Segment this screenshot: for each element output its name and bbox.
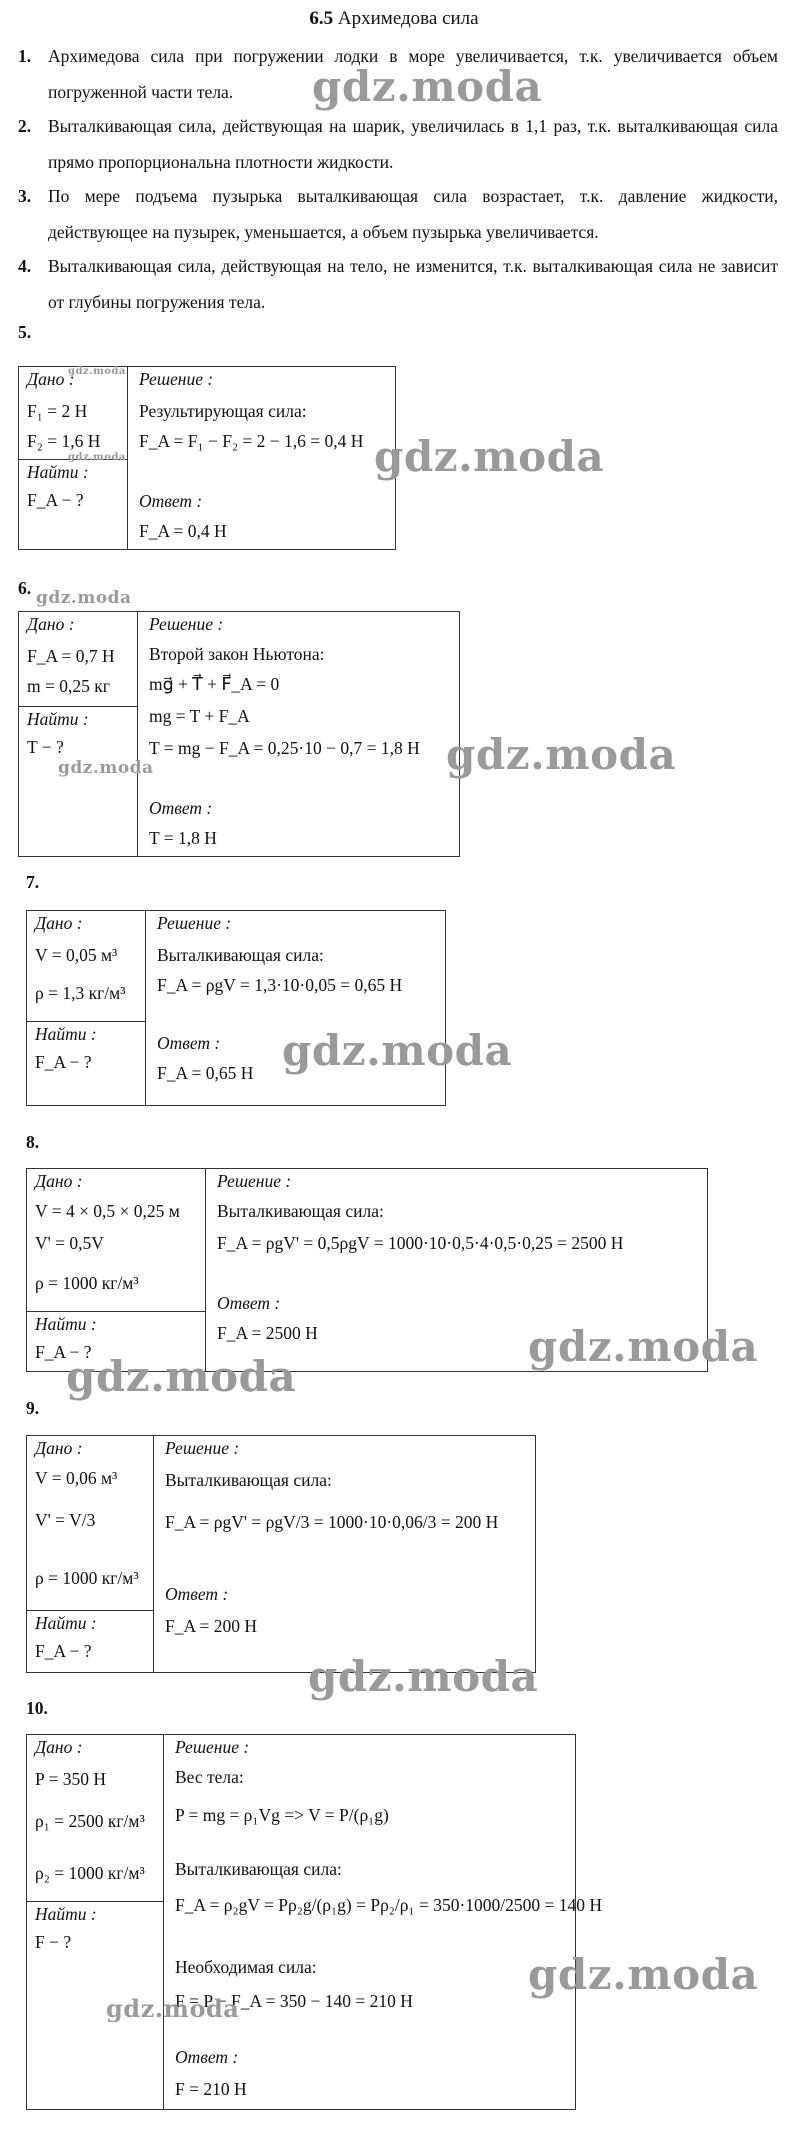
find-section <box>19 459 128 550</box>
find-value: F_A − ? <box>35 1052 92 1072</box>
problem-number: 10. <box>26 1698 48 1718</box>
solution-line: F_A = ρ₂gV = Pρ₂g/(ρ₁g) = Pρ₂/ρ₁ = 350·1000/2500 = 140 Н <box>175 1895 603 1915</box>
given-section <box>19 367 128 459</box>
problem-7-box <box>26 910 446 1106</box>
find-label: Найти : <box>35 1613 97 1633</box>
solution-line: Выталкивающая сила: <box>175 1859 342 1879</box>
answer-value: F_A = 2500 Н <box>217 1323 318 1343</box>
section-title: 6.5 Архимедова сила <box>309 8 479 29</box>
problem-9-box <box>26 1435 536 1673</box>
given-value: m = 0,25 кг <box>27 676 110 696</box>
given-value: V = 4 × 0,5 × 0,25 м <box>35 1201 180 1221</box>
solution-label: Решение : <box>139 369 214 389</box>
solution-line: F_A = ρgV = 1,3·10·0,05 = 0,65 Н <box>157 975 403 995</box>
find-value: F_A − ? <box>27 490 84 510</box>
find-value: T − ? <box>27 737 64 757</box>
solution-line: Выталкивающая сила: <box>165 1470 332 1490</box>
given-section <box>27 1436 154 1610</box>
solution-label: Решение : <box>149 614 224 634</box>
given-label: Дано : <box>27 369 75 389</box>
problem-number: 5. <box>18 322 32 342</box>
solution-line: mg⃗ + T⃗ + F⃗_A = 0 <box>149 674 280 694</box>
problem-10-box <box>26 1734 603 2110</box>
watermark: gdz.moda <box>106 1994 240 2023</box>
given-value: F₂ = 1,6 Н <box>27 431 101 451</box>
find-label: Найти : <box>35 1314 97 1334</box>
given-label: Дано : <box>35 1737 83 1757</box>
given-section <box>27 1169 206 1311</box>
solution-line: Выталкивающая сила: <box>157 945 324 965</box>
find-value: F − ? <box>35 1932 72 1952</box>
watermark: gdz.moda <box>68 366 126 377</box>
watermark: gdz.moda <box>528 1322 759 1371</box>
solution-line: F = P − F_A = 350 − 140 = 210 Н <box>175 1991 413 2011</box>
solution-label: Решение : <box>217 1171 292 1191</box>
given-value: V = 0,05 м³ <box>35 945 118 965</box>
find-label: Найти : <box>27 462 89 482</box>
find-label: Найти : <box>35 1024 97 1044</box>
find-section <box>19 706 138 857</box>
answer-label: Ответ : <box>165 1584 229 1604</box>
given-label: Дано : <box>35 1438 83 1458</box>
watermark: gdz.moda <box>528 1950 759 1999</box>
solution-label: Решение : <box>175 1737 250 1757</box>
given-section <box>27 1735 164 1901</box>
watermark: gdz.moda <box>58 758 154 778</box>
watermark: gdz.moda <box>312 62 543 111</box>
find-section <box>27 1610 154 1673</box>
watermark: gdz.moda <box>282 1026 513 1075</box>
given-value: F₁ = 2 Н <box>27 401 88 421</box>
given-value: V' = 0,5V <box>35 1233 104 1253</box>
answer-item: 3. По мере подъема пузырька выталкивающая сила возрастает, т.к. давление жидкости, действующее на пузырек, уменьшается, а объем пузырька увеличивается. <box>18 186 778 242</box>
solution-line: F_A = ρgV' = 0,5ρgV = 1000·10·0,5·4·0,5·0,25 = 2500 Н <box>217 1233 624 1253</box>
watermark: gdz.moda <box>66 1352 297 1401</box>
problem-number: 6. <box>18 578 32 598</box>
given-section <box>19 612 138 706</box>
answer-label: Ответ : <box>157 1033 221 1053</box>
solution-line: T = mg − F_A = 0,25·10 − 0,7 = 1,8 Н <box>149 738 420 758</box>
given-label: Дано : <box>35 1171 83 1191</box>
find-label: Найти : <box>35 1904 97 1924</box>
answer-value: T = 1,8 Н <box>149 828 217 848</box>
find-value: F_A − ? <box>35 1641 92 1661</box>
solution-label: Решение : <box>165 1438 240 1458</box>
find-label: Найти : <box>27 709 89 729</box>
problem-number: 8. <box>26 1132 40 1152</box>
find-section <box>27 1021 146 1106</box>
answer-value: F_A = 0,4 Н <box>139 521 227 541</box>
watermark: gdz.moda <box>374 432 605 481</box>
answer-item: 1. Архимедова сила при погружении лодки в море увеличивается, т.к. увеличивается объем погруженной части тела. <box>18 46 778 102</box>
answer-value: F_A = 0,65 Н <box>157 1063 254 1083</box>
given-value: P = 350 Н <box>35 1769 106 1789</box>
given-label: Дано : <box>27 614 75 634</box>
problem-6-box <box>18 611 460 857</box>
solution-label: Решение : <box>157 913 232 933</box>
watermark: gdz.moda <box>36 588 132 608</box>
problem-number: 9. <box>26 1398 40 1418</box>
given-value: ρ = 1000 кг/м³ <box>35 1568 139 1588</box>
answer-value: F = 210 Н <box>175 2079 247 2099</box>
answer-value: F_A = 200 Н <box>165 1616 258 1636</box>
find-value: F_A − ? <box>35 1342 92 1362</box>
answer-item: 4. Выталкивающая сила, действующая на тело, не изменится, т.к. выталкивающая сила не зависит от глубины погружения тела. <box>18 256 778 312</box>
given-value: ρ = 1,3 кг/м³ <box>35 983 126 1003</box>
given-value: ρ₁ = 2500 кг/м³ <box>35 1811 145 1831</box>
solution-line: F_A = ρgV' = ρgV/3 = 1000·10·0,06/3 = 200 Н <box>165 1512 499 1532</box>
given-value: ρ₂ = 1000 кг/м³ <box>35 1863 145 1883</box>
answer-label: Ответ : <box>149 798 213 818</box>
watermark: gdz.moda <box>446 730 677 779</box>
answer-label: Ответ : <box>217 1293 281 1313</box>
given-value: V' = V/3 <box>35 1510 96 1530</box>
given-value: V = 0,06 м³ <box>35 1468 118 1488</box>
solution-line: mg = T + F_A <box>149 706 250 726</box>
solution-line: Результирующая сила: <box>139 401 307 421</box>
problem-number: 7. <box>26 872 40 892</box>
given-label: Дано : <box>35 913 83 933</box>
answer-label: Ответ : <box>139 491 203 511</box>
answer-item: 2. Выталкивающая сила, действующая на шарик, увеличилась в 1,1 раз, т.к. выталкивающая сила прямо пропорциональна плотности жидкости. <box>18 116 778 172</box>
solution-line: Выталкивающая сила: <box>217 1201 384 1221</box>
answer-label: Ответ : <box>175 2047 239 2067</box>
given-section <box>27 911 146 1021</box>
solution-line: Необходимая сила: <box>175 1957 317 1977</box>
solution-line: Вес тела: <box>175 1767 244 1787</box>
solution-line: F_A = F₁ − F₂ = 2 − 1,6 = 0,4 Н <box>139 431 364 451</box>
watermark: gdz.moda <box>68 452 126 463</box>
given-value: F_A = 0,7 Н <box>27 646 115 666</box>
solution-line: Второй закон Ньютона: <box>149 644 325 664</box>
given-value: ρ = 1000 кг/м³ <box>35 1273 139 1293</box>
watermark: gdz.moda <box>308 1652 539 1701</box>
solution-line: P = mg = ρ₁Vg => V = P/(ρ₁g) <box>175 1805 389 1825</box>
